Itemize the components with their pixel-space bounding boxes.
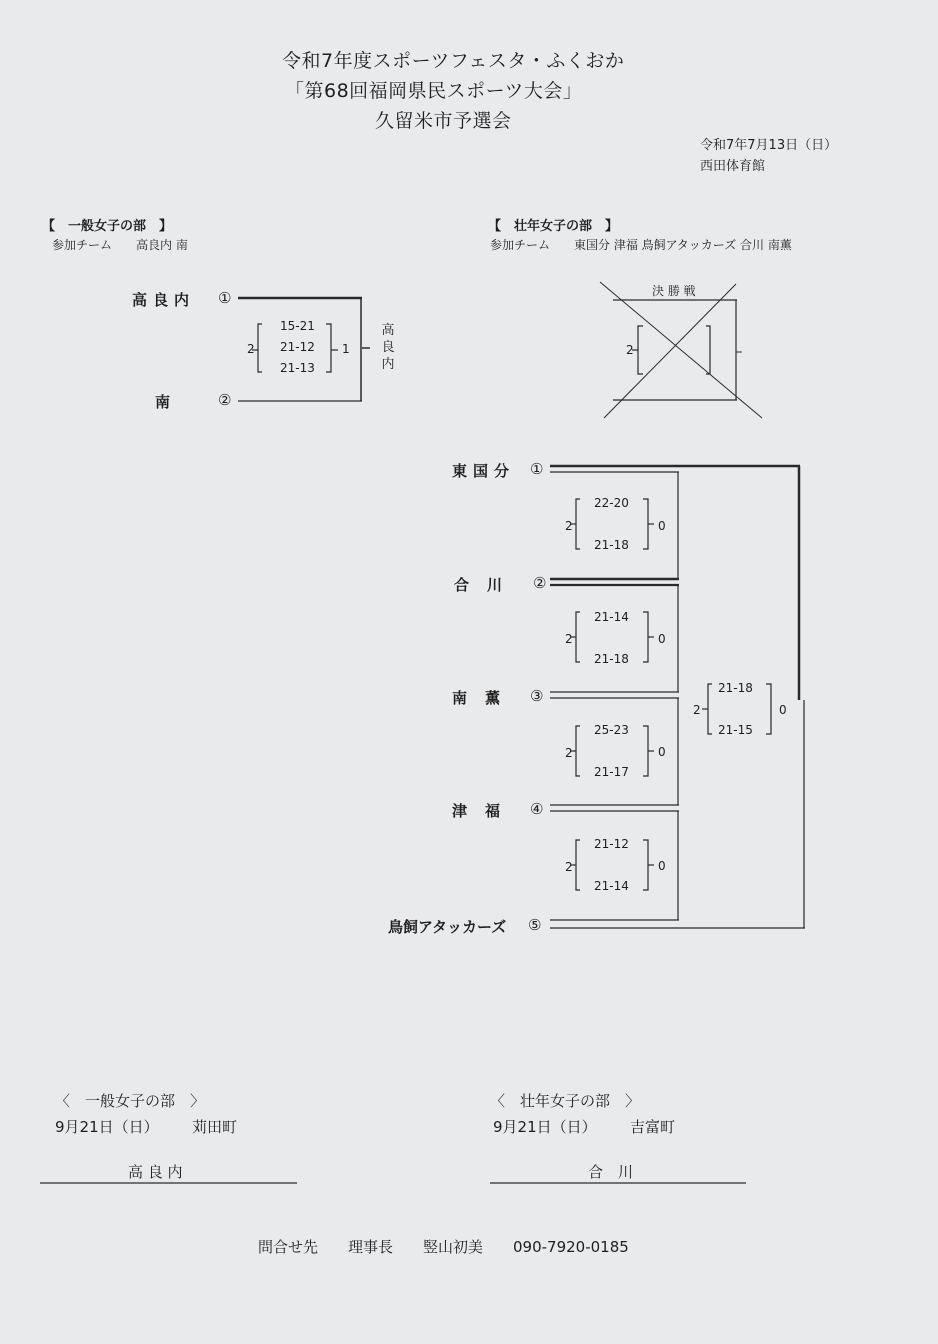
result-senior-date: 9月21日（日） (493, 1118, 597, 1136)
general-score-2: 21-12 (280, 340, 315, 354)
senior-team-1-number: ① (530, 460, 544, 478)
result-senior-title: 〈 壮年女子の部 〉 (490, 1092, 641, 1110)
match-1-score-1: 22-20 (594, 496, 629, 510)
match-2-score-1: 21-14 (594, 610, 629, 624)
result-senior-team: 合 川 (588, 1163, 634, 1181)
match-3-score-1: 25-23 (594, 723, 629, 737)
general-section-title: 【 一般女子の部 】 (42, 219, 173, 234)
match-1-score-2: 21-18 (594, 538, 629, 552)
general-winner-vertical: 高良内 (381, 323, 395, 372)
title-line-2: 「第68回福岡県民スポーツ大会」 (285, 80, 583, 102)
final-label: 決 勝 戦 (652, 284, 696, 298)
result-general-team: 高 良 内 (128, 1163, 183, 1181)
general-match-left: 2 (247, 342, 255, 356)
outer-match-score-2: 21-15 (718, 723, 753, 737)
senior-team-2: 合川 (454, 576, 521, 594)
match-3-right: 0 (658, 745, 666, 759)
match-2-left: 2 (565, 632, 573, 646)
match-3-left: 2 (565, 746, 573, 760)
general-team-1: 高良内 (132, 291, 196, 309)
event-venue: 西田体育館 (700, 159, 766, 174)
event-date: 令和7年7月13日（日） (700, 138, 838, 153)
general-team-2: 南 (155, 393, 177, 411)
match-4-score-2: 21-14 (594, 879, 629, 893)
title-line-1: 令和7年度スポーツフェスタ・ふくおか (282, 50, 625, 72)
general-team-1-number: ① (218, 289, 232, 307)
match-1-left: 2 (565, 519, 573, 533)
senior-team-2-number: ② (533, 574, 547, 592)
general-score-3: 21-13 (280, 361, 315, 375)
result-general-date: 9月21日（日） (55, 1118, 159, 1136)
match-3-score-2: 21-17 (594, 765, 629, 779)
match-4-right: 0 (658, 859, 666, 873)
match-4-score-1: 21-12 (594, 837, 629, 851)
match-4-left: 2 (565, 860, 573, 874)
final-left: 2 (626, 343, 634, 357)
outer-match-score-1: 21-18 (718, 681, 753, 695)
result-general-place: 苅田町 (192, 1118, 238, 1136)
senior-team-4: 津福 (452, 802, 519, 820)
match-2-right: 0 (658, 632, 666, 646)
general-match-right: 1 (342, 342, 350, 356)
senior-team-3-number: ③ (530, 687, 544, 705)
title-line-3: 久留米市予選会 (375, 110, 512, 132)
result-senior-place: 吉富町 (630, 1118, 676, 1136)
senior-section-title: 【 壮年女子の部 】 (488, 219, 619, 234)
match-2-score-2: 21-18 (594, 652, 629, 666)
general-score-1: 15-21 (280, 319, 315, 333)
senior-team-5: 鳥飼アタッカーズ (388, 918, 507, 936)
general-team-2-number: ② (218, 391, 232, 409)
senior-team-3: 南薫 (452, 689, 519, 707)
outer-match-left: 2 (693, 703, 701, 717)
senior-participants: 参加チーム 東国分 津福 鳥飼アタッカーズ 合川 南薫 (490, 238, 792, 252)
outer-match-right: 0 (779, 703, 787, 717)
senior-team-1: 東国分 (452, 462, 516, 480)
contact-line: 問合せ先 理事長 竪山初美 090-7920-0185 (258, 1238, 629, 1256)
result-general-title: 〈 一般女子の部 〉 (55, 1092, 206, 1110)
senior-team-4-number: ④ (530, 800, 544, 818)
match-1-right: 0 (658, 519, 666, 533)
general-participants: 参加チーム 高良内 南 (52, 238, 188, 252)
senior-team-5-number: ⑤ (528, 916, 542, 934)
